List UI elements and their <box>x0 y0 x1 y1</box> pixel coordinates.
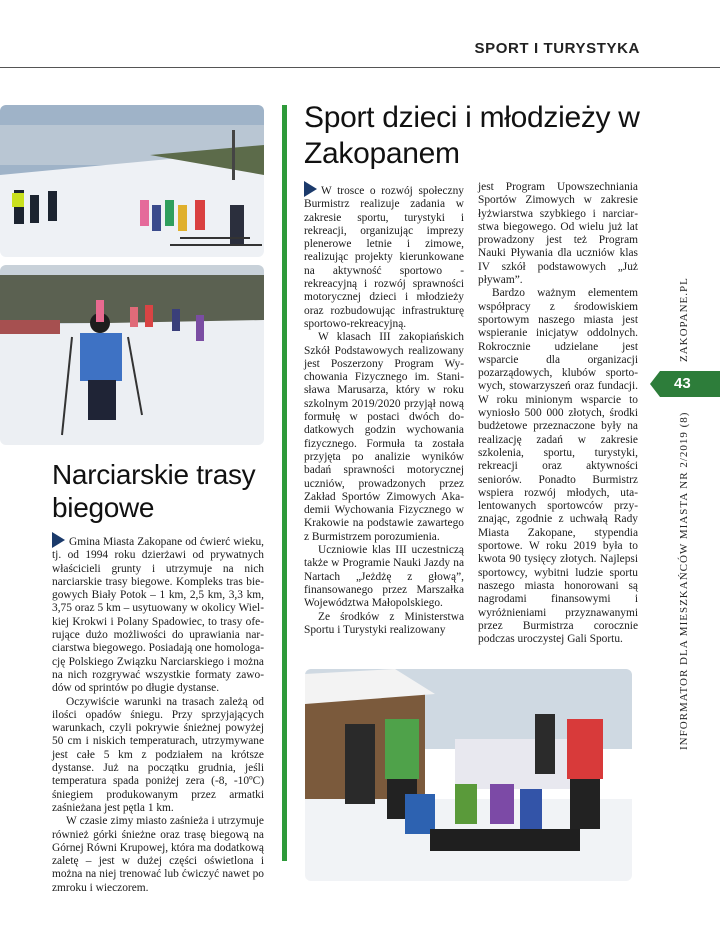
main-paragraph-2: W klasach III zakopiańskich Szkół Podstawowych realizowany jest Poszerzony Program Wychowania Fizycznego im. Stanisława Marusarza, który w roku szkolnym 2019/2020 przyjął nową formułę w postaci dwóch dodatkowych godzin wychowania fizycznego. Formuła ta została przyjęta po analizie wyników badań sprawności motorycznej uczniów, prowadzonych przez Zakład Sportów Zimowych Akademii Wychowania Fizycznego w Krakowie na podstawie zawartego z Burmistrzem porozumienia. <box>304 331 464 543</box>
main-paragraph-6: Bardzo ważnym elementem współpracy z środowiskiem sportowym naszego miasta jest wspieranie inicjatyw oddolnych. Rokrocznie udzielane jest wsparcie dla organizacji pozarządowych, klubów sportowych, stowarzyszeń oraz fundacji. W roku minionym wsparcie to wyniosło 500 000 złotych, środki budżetowe przeznaczone były na realizację zadań w zakresie szkolenia, sportu, turystyki, rekreacji oraz aktywności seniorów. Ponadto Burmistrz wspiera rozwój młodych, utalentowanych sportowców przyznając, zgodnie z uchwałą Rady Miasta Zakopane, stypendia sportowe. W roku 2019 była to kwota 90 tysięcy złotych. Najlepsi sportowcy, wybitni ludzie sportu naszego miasta honorowani są nagrodami finansowymi i wyróżnieniami przyznawanymi przez Burmistrza corocznie podczas uroczystej Gali Sportu. <box>478 287 638 646</box>
accent-bar <box>282 105 287 861</box>
main-paragraph-3: Uczniowie klas III uczestniczą także w Programie Nauki Jazdy na Nartach „Jeżdżę z głową”, finansowanego przez Marszałka Województwa Małopolskiego. <box>304 544 464 610</box>
side-paragraph-3: W czasie zimy miasto zaśnieża i utrzymuje również górki śnieżne oraz trasę biegową na Górnej Równi Krupowej, która ma dodatkową zaletę – jest w dużej części oświetlona i można na niej trenować lub ćwiczyć nawet po zmroku i wieczorem. <box>52 815 264 894</box>
photo-kids-cross-country <box>0 265 264 445</box>
side-article-body <box>52 532 264 895</box>
header-rule <box>0 67 720 68</box>
main-paragraph-5: jest Program Upowszechniania Sportów Zimowych w zakresie łyżwiarstwa szybkiego i narciarstwa biegowego. Od wielu już lat prowadzony jest też Program Nauki Pływania dla uczniów klas IV szkół podstawowych „Już pływam”. <box>478 181 638 287</box>
page-number-tab <box>660 371 720 397</box>
main-paragraph-1: W trosce o rozwój społeczny Burmistrz realizuje zadania w zakresie sportu, turystyki i rekreacji, organizując imprezy plenerowe letnie i zimowe, realizując projekty kierunkowane na aktywność sportowo -rekreacyjną i rozwój sprawności motorycznej dzieci i młodzieży oraz rozbudowując infrastrukturę sportowo-rekreacyjną. <box>304 181 464 331</box>
section-header: SPORT I TURYSTYKA <box>474 40 640 57</box>
paragraph-arrow-icon <box>304 181 317 197</box>
main-article-col2 <box>478 181 638 646</box>
main-paragraph-4: Ze środków z Ministerstwa Sportu i Turystyki realizowany <box>304 610 464 636</box>
page-number: 43 <box>674 375 691 392</box>
side-paragraph-1: Gmina Miasta Zakopane od ćwierć wieku, tj. od 1994 roku dzierżawi od prywatnych właścicieli grunty i utrzymuje na nich narciarskie trasy biegowe. Kompleks tras biegowych Biały Potok – 1 km, 2,5 km, 3,3 km, 3,75 oraz 5 km – usytuowany w okolicy Wielkiej Krokwi i Polany Spadowiec, to trasy oferujące dużo możliwości do uprawiania narciarstwa biegowego. Posiadają one homologację Polskiego Związku Narciarskiego i można na nich rozgrywać wszystkie formaty zawodów od sprintów po długie dystanse. <box>52 532 264 696</box>
paragraph-arrow-icon <box>52 532 65 548</box>
side-paragraph-2: Oczywiście warunki na trasach zależą od ilości opadów śniegu. Przy sprzyjających warunkach, czyli pokrywie śnieżnej powyżej 50 cm i niskich temperaturach, utrzymywane jest całe 5 km z podziałem na krótsze dystanse. Już na początku grudnia, jeśli temperatura spada poniżej zera (-8, -10ºC) śniegiem produkowanym przez armatki zaśnieżana jest pętla 1 km. <box>52 695 264 814</box>
main-article-title: Sport dzieci i młodzieży w Zakopanem <box>304 101 640 170</box>
photo-ski-class-slope <box>0 105 264 257</box>
site-url: ZAKOPANE.PL <box>678 277 690 362</box>
publication-info: INFORMATOR DLA MIESZKAŃCÓW MIASTA NR 2/2019 (8) <box>678 411 690 750</box>
side-article-title: Narciarskie trasy biegowe <box>52 459 256 523</box>
photo-group-skiers <box>305 669 632 881</box>
main-article-col1 <box>304 181 464 637</box>
